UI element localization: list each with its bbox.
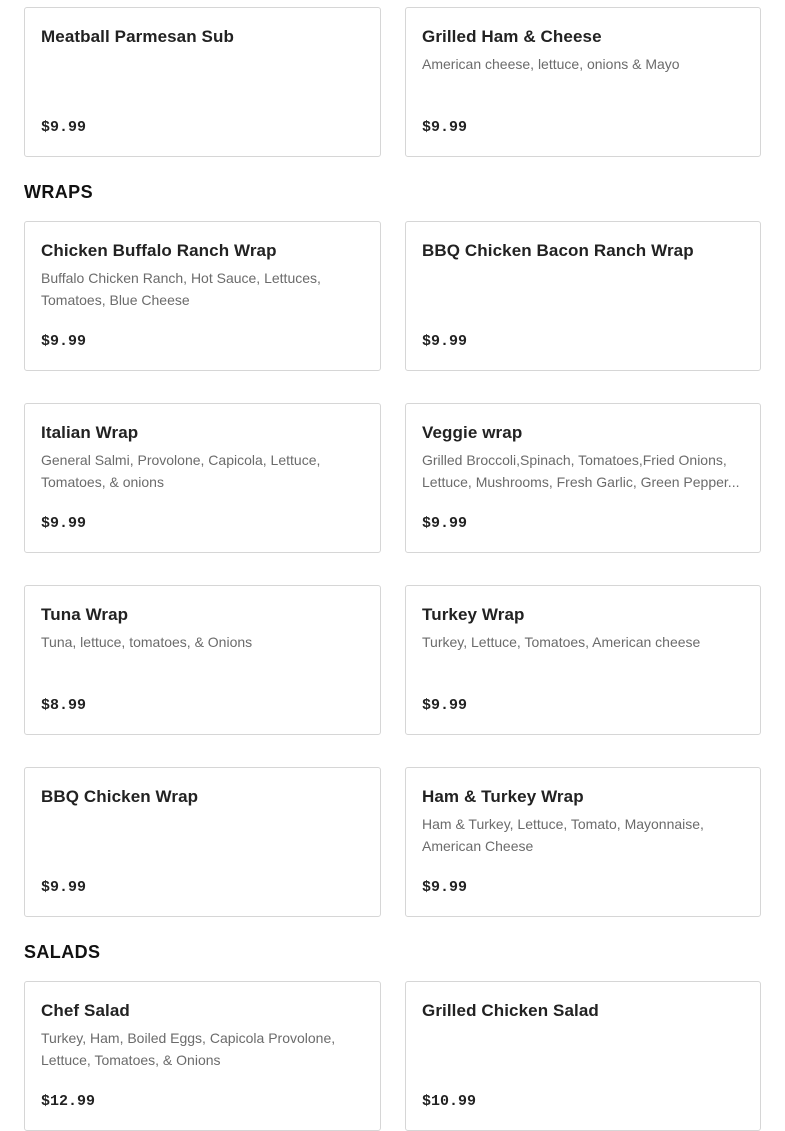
spacer (24, 964, 761, 981)
menu-item-price: $9.99 (41, 333, 87, 350)
menu-item-name: BBQ Chicken Wrap (41, 787, 199, 806)
menu-item-card[interactable] (405, 7, 761, 157)
menu-grid-top (24, 7, 761, 157)
menu-item-description: Grilled Broccoli,Spinach, Tomatoes,Fried Onions, Lettuce, Mushrooms, Fresh Garlic, Green Pepper... (422, 452, 740, 490)
menu-item-card[interactable] (24, 7, 381, 157)
menu-item-name: Veggie wrap (422, 423, 523, 442)
menu-item-description: Ham & Turkey, Lettuce, Tomato, Mayonnaise, American Cheese (422, 816, 704, 854)
menu-item-card[interactable] (24, 981, 381, 1131)
section-title-salads: SALADS (24, 942, 101, 962)
menu-item-description: Buffalo Chicken Ranch, Hot Sauce, Lettuces, Tomatoes, Blue Cheese (41, 270, 321, 308)
menu-item-price: $9.99 (41, 119, 87, 136)
menu-item-price: $9.99 (422, 879, 468, 896)
menu-item-price: $10.99 (422, 1093, 477, 1110)
menu-item-description: Turkey, Ham, Boiled Eggs, Capicola Provolone, Lettuce, Tomatoes, & Onions (41, 1030, 336, 1068)
menu-item-name: Ham & Turkey Wrap (422, 787, 584, 806)
menu-item-name: Meatball Parmesan Sub (41, 27, 234, 46)
menu-item-name: Chef Salad (41, 1001, 130, 1020)
menu-page (24, 7, 761, 1131)
menu-item-name: Italian Wrap (41, 423, 139, 442)
menu-item-price: $9.99 (41, 879, 87, 896)
menu-item-card[interactable] (405, 403, 761, 553)
menu-item-price: $9.99 (41, 515, 87, 532)
menu-item-description: Tuna, lettuce, tomatoes, & Onions (41, 634, 253, 650)
spacer (24, 917, 761, 940)
menu-item-name: Grilled Ham & Cheese (422, 27, 602, 46)
menu-item-description: General Salmi, Provolone, Capicola, Lettuce, Tomatoes, & onions (41, 452, 321, 490)
menu-item-name: Chicken Buffalo Ranch Wrap (41, 241, 277, 260)
menu-item-price: $9.99 (422, 119, 468, 136)
menu-item-card[interactable] (405, 981, 761, 1131)
menu-item-card[interactable] (405, 221, 761, 371)
menu-item-card[interactable] (405, 585, 761, 735)
menu-item-price: $9.99 (422, 515, 468, 532)
spacer (24, 157, 761, 180)
menu-item-price: $8.99 (41, 697, 87, 714)
menu-item-price: $12.99 (41, 1093, 96, 1110)
menu-item-card[interactable] (405, 767, 761, 917)
menu-item-description: American cheese, lettuce, onions & Mayo (422, 56, 680, 72)
menu-grid-salads (24, 981, 761, 1131)
menu-item-card[interactable] (24, 403, 381, 553)
menu-item-card[interactable] (24, 585, 381, 735)
menu-item-description: Turkey, Lettuce, Tomatoes, American cheese (422, 634, 701, 650)
section-title-wraps: WRAPS (24, 182, 93, 202)
menu-item-name: Grilled Chicken Salad (422, 1001, 599, 1020)
menu-grid-wraps (24, 221, 761, 917)
menu-item-name: BBQ Chicken Bacon Ranch Wrap (422, 241, 694, 260)
menu-item-name: Turkey Wrap (422, 605, 525, 624)
menu-item-card[interactable] (24, 767, 381, 917)
menu-item-price: $9.99 (422, 697, 468, 714)
menu-item-price: $9.99 (422, 333, 468, 350)
menu-item-card[interactable] (24, 221, 381, 371)
menu-item-name: Tuna Wrap (41, 605, 129, 624)
spacer (24, 204, 761, 221)
